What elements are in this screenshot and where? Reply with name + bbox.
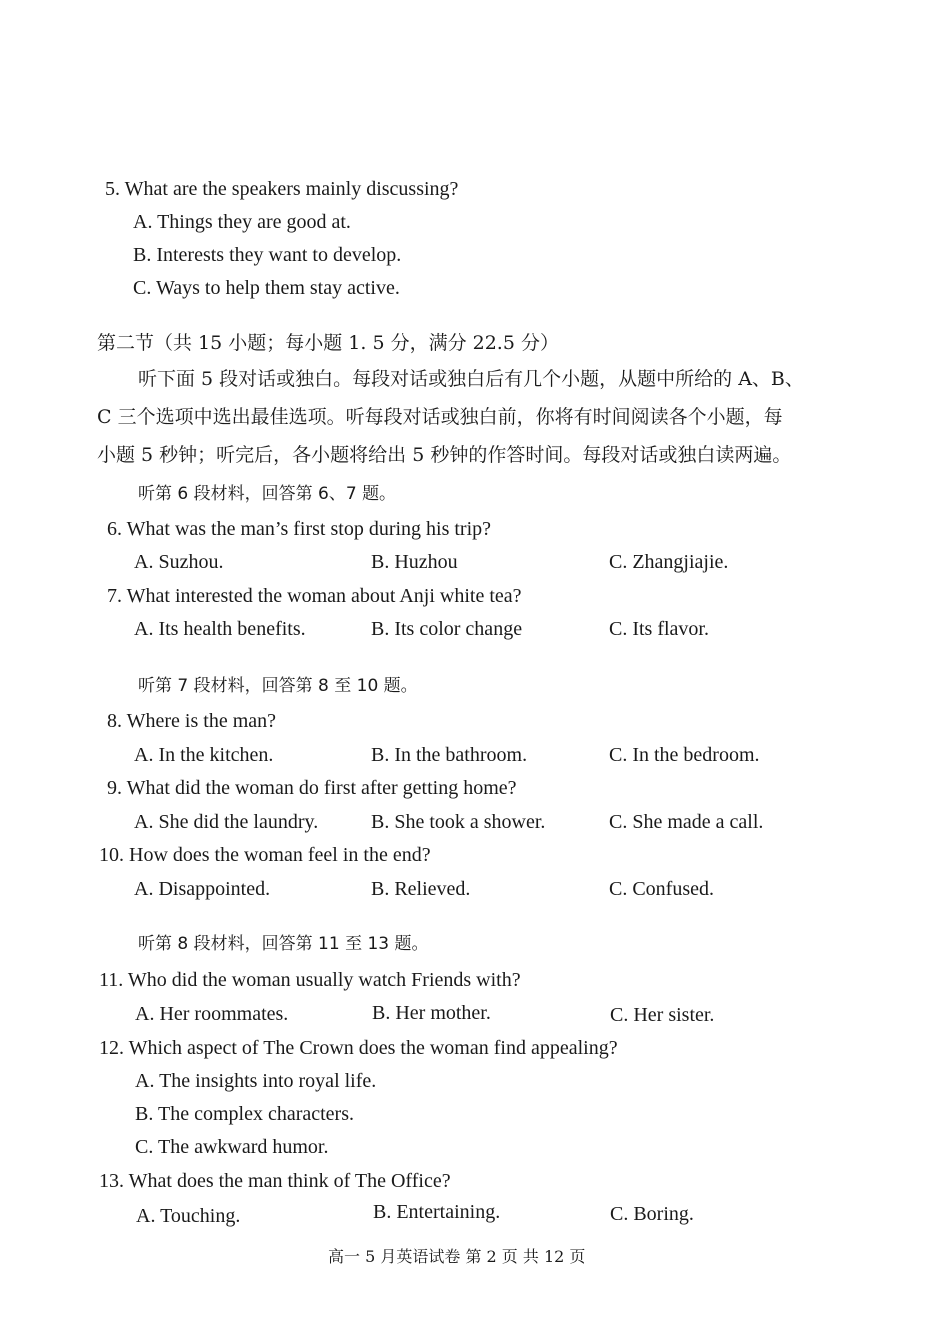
q11-option-c: C. Her sister. [610, 1004, 715, 1026]
q6-option-c: C. Zhangjiajie. [609, 551, 729, 573]
q10-option-c: C. Confused. [609, 878, 714, 900]
q11-stem: 11. Who did the woman usually watch Friends with? [99, 969, 521, 991]
material-8-intro: 听第 8 段材料，回答第 11 至 13 题。 [138, 934, 429, 954]
q7-stem: 7. What interested the woman about Anji white tea? [107, 585, 522, 607]
q9-option-c: C. She made a call. [609, 811, 764, 833]
q11-option-b: B. Her mother. [372, 1002, 491, 1024]
q13-option-a: A. Touching. [136, 1205, 241, 1227]
q8-option-b: B. In the bathroom. [371, 744, 528, 766]
q13-stem: 13. What does the man think of The Office? [99, 1170, 451, 1192]
q5-stem: 5. What are the speakers mainly discussing? [105, 178, 459, 200]
q7-option-c: C. Its flavor. [609, 618, 709, 640]
q7-option-a: A. Its health benefits. [134, 618, 306, 640]
material-7-intro: 听第 7 段材料，回答第 8 至 10 题。 [138, 676, 418, 696]
q9-option-b: B. She took a shower. [371, 811, 546, 833]
material-6-intro: 听第 6 段材料，回答第 6、7 题。 [138, 484, 397, 504]
instruction-line-2: C 三个选项中选出最佳选项。听每段对话或独白前，你将有时间阅读各个小题，每 [97, 406, 783, 428]
q11-option-a: A. Her roommates. [135, 1003, 289, 1025]
instruction-line-3: 小题 5 秒钟；听完后，各小题将给出 5 秒钟的作答时间。每段对话或独白读两遍。 [97, 444, 792, 466]
q5-option-a: A. Things they are good at. [133, 211, 351, 233]
page-footer: 高一 5 月英语试卷 第 2 页 共 12 页 [328, 1247, 586, 1266]
q6-option-a: A. Suzhou. [134, 551, 224, 573]
q6-stem: 6. What was the man’s first stop during his trip? [107, 518, 492, 540]
q8-stem: 8. Where is the man? [107, 710, 277, 732]
q7-option-b: B. Its color change [371, 618, 523, 640]
q12-option-b: B. The complex characters. [135, 1103, 354, 1125]
q10-stem: 10. How does the woman feel in the end? [99, 844, 431, 866]
q10-option-a: A. Disappointed. [134, 878, 271, 900]
q13-option-b: B. Entertaining. [373, 1201, 501, 1223]
q12-stem: 12. Which aspect of The Crown does the woman find appealing? [99, 1037, 618, 1059]
q12-option-a: A. The insights into royal life. [135, 1070, 377, 1092]
q10-option-b: B. Relieved. [371, 878, 471, 900]
q13-option-c: C. Boring. [610, 1203, 694, 1225]
q5-option-c: C. Ways to help them stay active. [133, 277, 400, 299]
q9-stem: 9. What did the woman do first after getting home? [107, 777, 517, 799]
q6-option-b: B. Huzhou [371, 551, 458, 573]
section-heading: 第二节（共 15 小题；每小题 1. 5 分，满分 22.5 分） [97, 332, 559, 354]
q12-option-c: C. The awkward humor. [135, 1136, 329, 1158]
q9-option-a: A. She did the laundry. [134, 811, 319, 833]
q5-option-b: B. Interests they want to develop. [133, 244, 402, 266]
q8-option-c: C. In the bedroom. [609, 744, 760, 766]
q8-option-a: A. In the kitchen. [134, 744, 274, 766]
instruction-line-1: 听下面 5 段对话或独白。每段对话或独白后有几个小题，从题中所给的 A、B、 [138, 368, 804, 390]
